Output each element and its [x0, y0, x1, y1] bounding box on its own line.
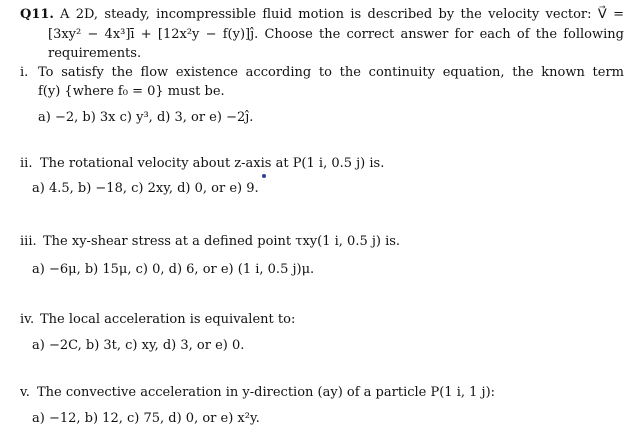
part-i-text-1: To satisfy the flow existence according to the continuity equation, the known term	[38, 65, 624, 80]
part-ii-numeral: ii.	[20, 156, 33, 171]
part-v-options: a) −12, b) 12, c) 75, d) 0, or e) x²y.	[32, 411, 260, 426]
question-number: Q11.	[20, 7, 54, 22]
question-intro-line-3: requirements.	[48, 46, 142, 61]
part-i-numeral: i.	[20, 65, 29, 80]
stray-dot-mark	[262, 174, 266, 178]
part-v-numeral: v.	[20, 385, 30, 400]
part-iv-options: a) −2C, b) 3t, c) xy, d) 3, or e) 0.	[32, 338, 245, 353]
part-ii-text: The rotational velocity about z-axis at P(1 i, 0.5 j) is.	[40, 156, 385, 171]
part-ii-options: a) 4.5, b) −18, c) 2xy, d) 0, or e) 9.	[32, 181, 259, 196]
question-intro-text-1: A 2D, steady, incompressible fluid motion is described by the velocity vector: V⃗ =	[59, 7, 624, 22]
question-intro-line-2: [3xy² − 4x³]ī + [12x²y − f(y)]ĵ. Choose the correct answer for each of the following	[48, 27, 624, 42]
part-i-text-2: f(y) {where f₀ = 0} must be.	[38, 84, 225, 99]
part-iii-text: The xy-shear stress at a defined point τxy(1 i, 0.5 j) is.	[43, 234, 401, 249]
part-v-text: The convective acceleration in y-direction (ay) of a particle P(1 i, 1 j):	[37, 385, 496, 400]
part-iv-numeral: iv.	[20, 312, 35, 327]
part-i-options: a) −2, b) 3x c) y³, d) 3, or e) −2ĵ.	[38, 110, 254, 125]
question-intro-line-1	[20, 7, 624, 23]
part-iv-text: The local acceleration is equivalent to:	[40, 312, 296, 327]
part-iii-options: a) −6μ, b) 15μ, c) 0, d) 6, or e) (1 i, 0.5 j)μ.	[32, 262, 315, 277]
part-iii-numeral: iii.	[20, 234, 37, 249]
